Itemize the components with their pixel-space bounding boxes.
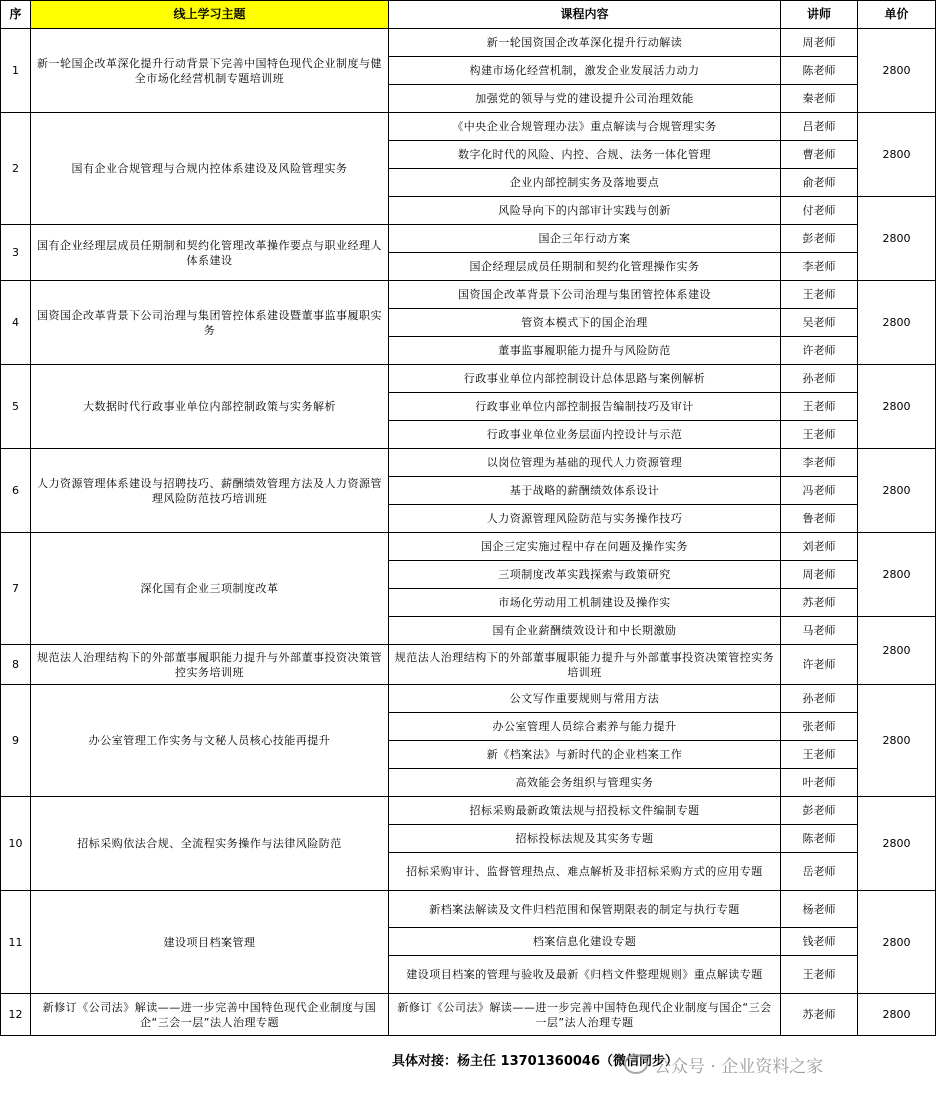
table-row bbox=[1, 645, 936, 685]
lecturer-cell: 王老师 bbox=[781, 956, 858, 994]
topic-cell: 国有企业合规管理与合规内控体系建设及风险管理实务 bbox=[31, 113, 389, 225]
topic-cell: 国有企业经理层成员任期制和契约化管理改革操作要点与职业经理人体系建设 bbox=[31, 225, 389, 281]
seq-cell: 6 bbox=[1, 449, 31, 533]
header-seq: 序 bbox=[1, 1, 31, 29]
seq-cell: 5 bbox=[1, 365, 31, 449]
lecturer-cell: 李老师 bbox=[781, 253, 858, 281]
price-cell: 2800 bbox=[858, 617, 936, 685]
course-cell: 规范法人治理结构下的外部董事履职能力提升与外部董事投资决策管控实务培训班 bbox=[389, 645, 781, 685]
topic-cell: 国资国企改革背景下公司治理与集团管控体系建设暨董事监事履职实务 bbox=[31, 281, 389, 365]
lecturer-cell: 付老师 bbox=[781, 197, 858, 225]
lecturer-cell: 俞老师 bbox=[781, 169, 858, 197]
course-cell: 行政事业单位内部控制报告编制技巧及审计 bbox=[389, 393, 781, 421]
course-cell: 国资国企改革背景下公司治理与集团管控体系建设 bbox=[389, 281, 781, 309]
topic-cell: 建设项目档案管理 bbox=[31, 891, 389, 994]
lecturer-cell: 秦老师 bbox=[781, 85, 858, 113]
topic-cell: 人力资源管理体系建设与招聘技巧、薪酬绩效管理方法及人力资源管理风险防范技巧培训班 bbox=[31, 449, 389, 533]
course-cell: 行政事业单位业务层面内控设计与示范 bbox=[389, 421, 781, 449]
seq-cell: 2 bbox=[1, 113, 31, 225]
course-cell: 新《档案法》与新时代的企业档案工作 bbox=[389, 741, 781, 769]
course-cell: 行政事业单位内部控制设计总体思路与案例解析 bbox=[389, 365, 781, 393]
seq-cell: 8 bbox=[1, 645, 31, 685]
course-cell: 数字化时代的风险、内控、合规、法务一体化管理 bbox=[389, 141, 781, 169]
course-cell: 风险导向下的内部审计实践与创新 bbox=[389, 197, 781, 225]
lecturer-cell: 周老师 bbox=[781, 29, 858, 57]
lecturer-cell: 王老师 bbox=[781, 281, 858, 309]
lecturer-cell: 叶老师 bbox=[781, 769, 858, 797]
course-cell: 国有企业薪酬绩效设计和中长期激励 bbox=[389, 617, 781, 645]
lecturer-cell: 李老师 bbox=[781, 449, 858, 477]
lecturer-cell: 王老师 bbox=[781, 421, 858, 449]
price-cell: 2800 bbox=[858, 365, 936, 449]
wechat-icon bbox=[624, 1054, 648, 1074]
course-cell: 招标投标法规及其实务专题 bbox=[389, 825, 781, 853]
topic-cell: 规范法人治理结构下的外部董事履职能力提升与外部董事投资决策管控实务培训班 bbox=[31, 645, 389, 685]
course-cell: 管资本模式下的国企治理 bbox=[389, 309, 781, 337]
course-cell: 新一轮国资国企改革深化提升行动解读 bbox=[389, 29, 781, 57]
price-cell: 2800 bbox=[858, 891, 936, 994]
course-cell: 以岗位管理为基础的现代人力资源管理 bbox=[389, 449, 781, 477]
lecturer-cell: 许老师 bbox=[781, 645, 858, 685]
course-cell: 新档案法解读及文件归档范围和保管期限表的制定与执行专题 bbox=[389, 891, 781, 928]
table-body bbox=[1, 29, 936, 1036]
table-row bbox=[1, 797, 936, 825]
lecturer-cell: 刘老师 bbox=[781, 533, 858, 561]
topic-cell: 大数据时代行政事业单位内部控制政策与实务解析 bbox=[31, 365, 389, 449]
price-cell: 2800 bbox=[858, 29, 936, 113]
price-cell: 2800 bbox=[858, 113, 936, 197]
lecturer-cell: 彭老师 bbox=[781, 225, 858, 253]
course-cell: 办公室管理人员综合素养与能力提升 bbox=[389, 713, 781, 741]
contact-line: 具体对接：杨主任 13701360046（微信同步） bbox=[392, 1054, 679, 1069]
price-cell: 2800 bbox=[858, 197, 936, 281]
lecturer-cell: 吴老师 bbox=[781, 309, 858, 337]
course-cell: 档案信息化建设专题 bbox=[389, 928, 781, 956]
header-topic: 线上学习主题 bbox=[31, 1, 389, 29]
topic-cell: 深化国有企业三项制度改革 bbox=[31, 533, 389, 645]
course-cell: 市场化劳动用工机制建设及操作实 bbox=[389, 589, 781, 617]
header-price: 单价 bbox=[858, 1, 936, 29]
lecturer-cell: 吕老师 bbox=[781, 113, 858, 141]
table-row bbox=[1, 994, 936, 1036]
header-lecturer: 讲师 bbox=[781, 1, 858, 29]
table-row bbox=[1, 29, 936, 57]
seq-cell: 1 bbox=[1, 29, 31, 113]
course-cell: 构建市场化经营机制，激发企业发展活力动力 bbox=[389, 57, 781, 85]
lecturer-cell: 马老师 bbox=[781, 617, 858, 645]
seq-cell: 9 bbox=[1, 685, 31, 797]
lecturer-cell: 杨老师 bbox=[781, 891, 858, 928]
course-cell: 国企三年行动方案 bbox=[389, 225, 781, 253]
course-cell: 新修订《公司法》解读——进一步完善中国特色现代企业制度与国企“三会一层”法人治理专题 bbox=[389, 994, 781, 1036]
lecturer-cell: 孙老师 bbox=[781, 365, 858, 393]
course-cell: 公文写作重要规则与常用方法 bbox=[389, 685, 781, 713]
header-row bbox=[1, 1, 936, 29]
seq-cell: 12 bbox=[1, 994, 31, 1036]
price-cell: 2800 bbox=[858, 281, 936, 365]
lecturer-cell: 陈老师 bbox=[781, 57, 858, 85]
lecturer-cell: 孙老师 bbox=[781, 685, 858, 713]
course-cell: 国企三定实施过程中存在问题及操作实务 bbox=[389, 533, 781, 561]
table-row bbox=[1, 449, 936, 477]
course-cell: 人力资源管理风险防范与实务操作技巧 bbox=[389, 505, 781, 533]
course-cell: 加强党的领导与党的建设提升公司治理效能 bbox=[389, 85, 781, 113]
course-cell: 基于战略的薪酬绩效体系设计 bbox=[389, 477, 781, 505]
course-cell: 企业内部控制实务及落地要点 bbox=[389, 169, 781, 197]
seq-cell: 10 bbox=[1, 797, 31, 891]
lecturer-cell: 王老师 bbox=[781, 741, 858, 769]
lecturer-cell: 岳老师 bbox=[781, 853, 858, 891]
seq-cell: 4 bbox=[1, 281, 31, 365]
lecturer-cell: 曹老师 bbox=[781, 141, 858, 169]
header-course: 课程内容 bbox=[389, 1, 781, 29]
lecturer-cell: 冯老师 bbox=[781, 477, 858, 505]
table-row bbox=[1, 685, 936, 713]
lecturer-cell: 钱老师 bbox=[781, 928, 858, 956]
seq-cell: 7 bbox=[1, 533, 31, 645]
price-cell: 2800 bbox=[858, 685, 936, 797]
course-cell: 国企经理层成员任期制和契约化管理操作实务 bbox=[389, 253, 781, 281]
table-row bbox=[1, 365, 936, 393]
course-cell: 三项制度改革实践探索与政策研究 bbox=[389, 561, 781, 589]
lecturer-cell: 鲁老师 bbox=[781, 505, 858, 533]
price-cell: 2800 bbox=[858, 449, 936, 533]
lecturer-cell: 周老师 bbox=[781, 561, 858, 589]
watermark-text: 公众号 · 企业资料之家 bbox=[654, 1057, 824, 1077]
lecturer-cell: 许老师 bbox=[781, 337, 858, 365]
course-cell: 高效能会务组织与管理实务 bbox=[389, 769, 781, 797]
topic-cell: 新修订《公司法》解读——进一步完善中国特色现代企业制度与国企“三会一层”法人治理专题 bbox=[31, 994, 389, 1036]
topic-cell: 办公室管理工作实务与文秘人员核心技能再提升 bbox=[31, 685, 389, 797]
course-cell: 董事监事履职能力提升与风险防范 bbox=[389, 337, 781, 365]
table-row bbox=[1, 281, 936, 309]
price-cell: 2800 bbox=[858, 994, 936, 1036]
price-cell: 2800 bbox=[858, 533, 936, 617]
course-cell: 建设项目档案的管理与验收及最新《归档文件整理规则》重点解读专题 bbox=[389, 956, 781, 994]
lecturer-cell: 彭老师 bbox=[781, 797, 858, 825]
topic-cell: 新一轮国企改革深化提升行动背景下完善中国特色现代企业制度与健全市场化经营机制专题培训班 bbox=[31, 29, 389, 113]
lecturer-cell: 张老师 bbox=[781, 713, 858, 741]
lecturer-cell: 苏老师 bbox=[781, 994, 858, 1036]
lecturer-cell: 陈老师 bbox=[781, 825, 858, 853]
table-row bbox=[1, 113, 936, 141]
seq-cell: 3 bbox=[1, 225, 31, 281]
course-cell: 《中央企业合规管理办法》重点解读与合规管理实务 bbox=[389, 113, 781, 141]
course-cell: 招标采购审计、监督管理热点、难点解析及非招标采购方式的应用专题 bbox=[389, 853, 781, 891]
price-cell: 2800 bbox=[858, 797, 936, 891]
course-cell: 招标采购最新政策法规与招投标文件编制专题 bbox=[389, 797, 781, 825]
table-row bbox=[1, 533, 936, 561]
table-row bbox=[1, 225, 936, 253]
topic-cell: 招标采购依法合规、全流程实务操作与法律风险防范 bbox=[31, 797, 389, 891]
lecturer-cell: 苏老师 bbox=[781, 589, 858, 617]
watermark bbox=[624, 1052, 823, 1077]
table-row bbox=[1, 891, 936, 928]
seq-cell: 11 bbox=[1, 891, 31, 994]
lecturer-cell: 王老师 bbox=[781, 393, 858, 421]
